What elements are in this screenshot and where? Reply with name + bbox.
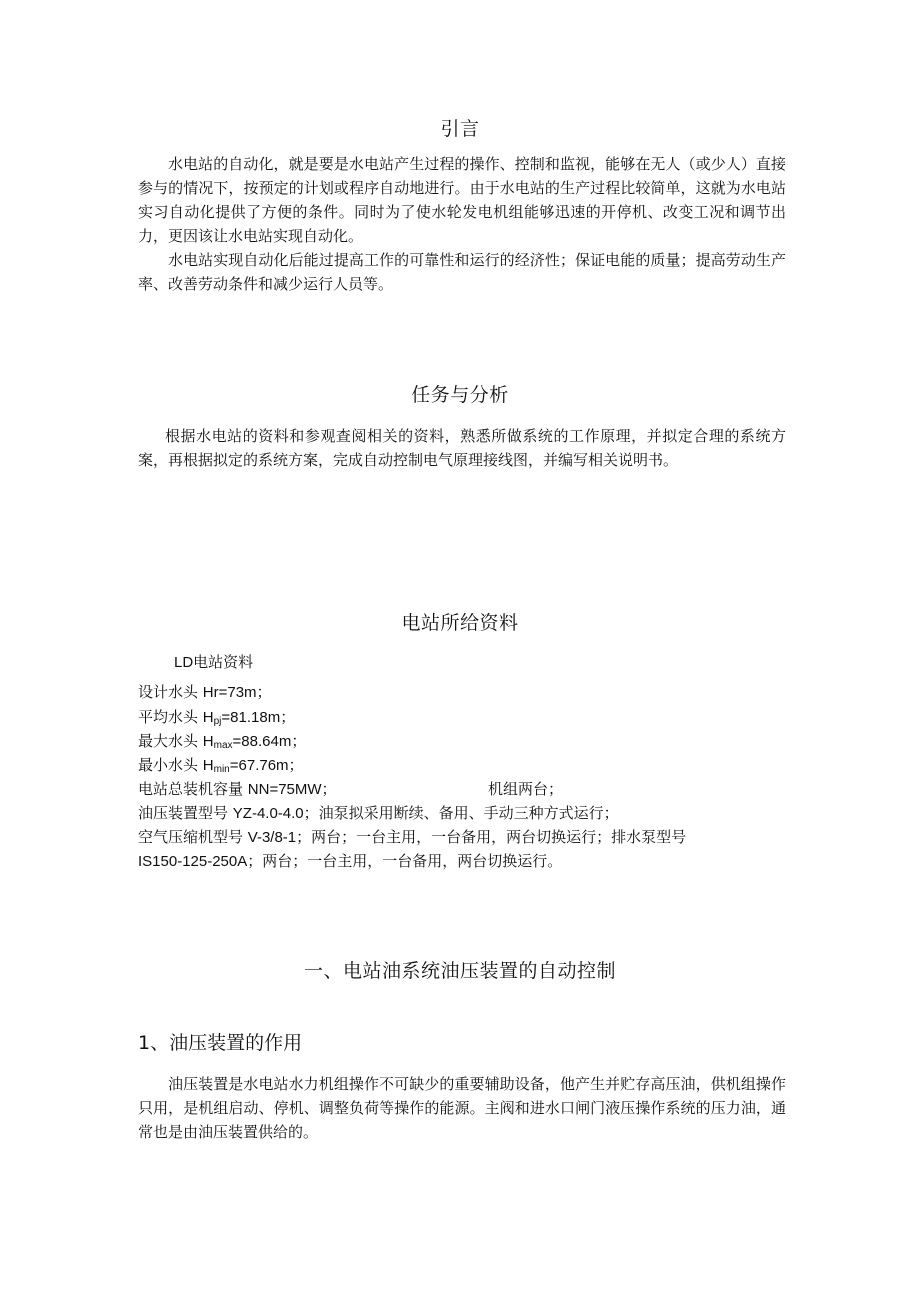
station-title: 电站所给资料 <box>401 612 519 634</box>
units-text: 机组两台； <box>488 780 564 798</box>
oil-device-label: 油压装置型号 <box>138 804 233 822</box>
avg-head-sub: pj <box>213 716 222 727</box>
design-head-value: Hr=73m； <box>202 684 272 701</box>
compressor-line <box>138 825 686 850</box>
min-head-value: =67.76m； <box>229 757 304 774</box>
task-title: 任务与分析 <box>411 384 509 406</box>
max-head-label: 最大水头 <box>138 732 203 750</box>
max-head-line <box>138 729 306 754</box>
avg-head-label: 平均水头 <box>138 708 203 726</box>
capacity-value: NN=75MW； <box>247 781 337 798</box>
intro-paragraph-1: 水电站的自动化，就是要是水电站产生过程的操作、控制和监视，能够在无人（或少人）直接参与的情况下，按预定的计划或程序自动地进行。由于水电站的生产过程比较简单，这就为水电站实习自动化提供了方便的条件。同时为了使水轮发电机组能够迅速的开停机、改变工况和调节出力，更因该让水电站实现自动化。 <box>138 155 786 245</box>
max-head-value: =88.64m； <box>232 733 307 750</box>
max-head-var: H <box>202 733 214 750</box>
intro-title: 引言 <box>440 118 480 140</box>
oil-device-rest: ；油泵拟采用断续、备用、手动三种方式运行； <box>303 804 619 822</box>
min-head-var: H <box>202 757 214 774</box>
max-head-sub: max <box>213 740 233 751</box>
min-head-sub: min <box>213 764 230 775</box>
avg-head-value: =81.18m； <box>221 709 296 726</box>
capacity-line <box>138 777 337 802</box>
capacity-label: 电站总装机容量 <box>138 780 248 798</box>
compressor-rest: ；两台；一台主用，一台备用，两台切换运行；排水泵型号 <box>296 828 687 846</box>
compressor-label: 空气压缩机型号 <box>138 828 248 846</box>
chapter1-title: 一、电站油系统油压装置的自动控制 <box>303 960 616 982</box>
section1-title: 1、油压装置的作用 <box>138 1032 303 1054</box>
min-head-label: 最小水头 <box>138 756 203 774</box>
min-head-line <box>138 753 304 778</box>
intro-paragraph-2: 水电站实现自动化后能过提高工作的可靠性和运行的经济性；保证电能的质量；提高劳动生产率、改善劳动条件和减少运行人员等。 <box>138 251 786 293</box>
avg-head-var: H <box>202 709 214 726</box>
station-subtitle <box>174 650 253 675</box>
chapter1-paragraph-1: 油压装置是水电站水力机组操作不可缺少的重要辅助设备，他产生并贮存高压油，供机组操作只用，是机组启动、停机、调整负荷等操作的能源。主阀和进水口闸门液压操作系统的压力油，通常也是由油压装置供给的。 <box>138 1075 786 1141</box>
station-subtitle-text: LD电站资料 <box>174 654 254 671</box>
design-head-line <box>138 680 272 705</box>
compressor-model: V-3/8-1 <box>247 829 297 846</box>
pump-line <box>138 849 562 874</box>
task-paragraph-1: 根据水电站的资料和参观查阅相关的资料，熟悉所做系统的工作原理，并拟定合理的系统方案，再根据拟定的系统方案，完成自动控制电气原理接线图，并编写相关说明书。 <box>138 427 786 469</box>
avg-head-line <box>138 705 295 730</box>
pump-model: IS150-125-250A <box>138 853 248 870</box>
design-head-label: 设计水头 <box>138 683 203 701</box>
pump-rest: ；两台；一台主用，一台备用，两台切换运行。 <box>247 852 563 870</box>
oil-device-line <box>138 801 619 826</box>
oil-device-model: YZ-4.0-4.0 <box>232 805 304 822</box>
